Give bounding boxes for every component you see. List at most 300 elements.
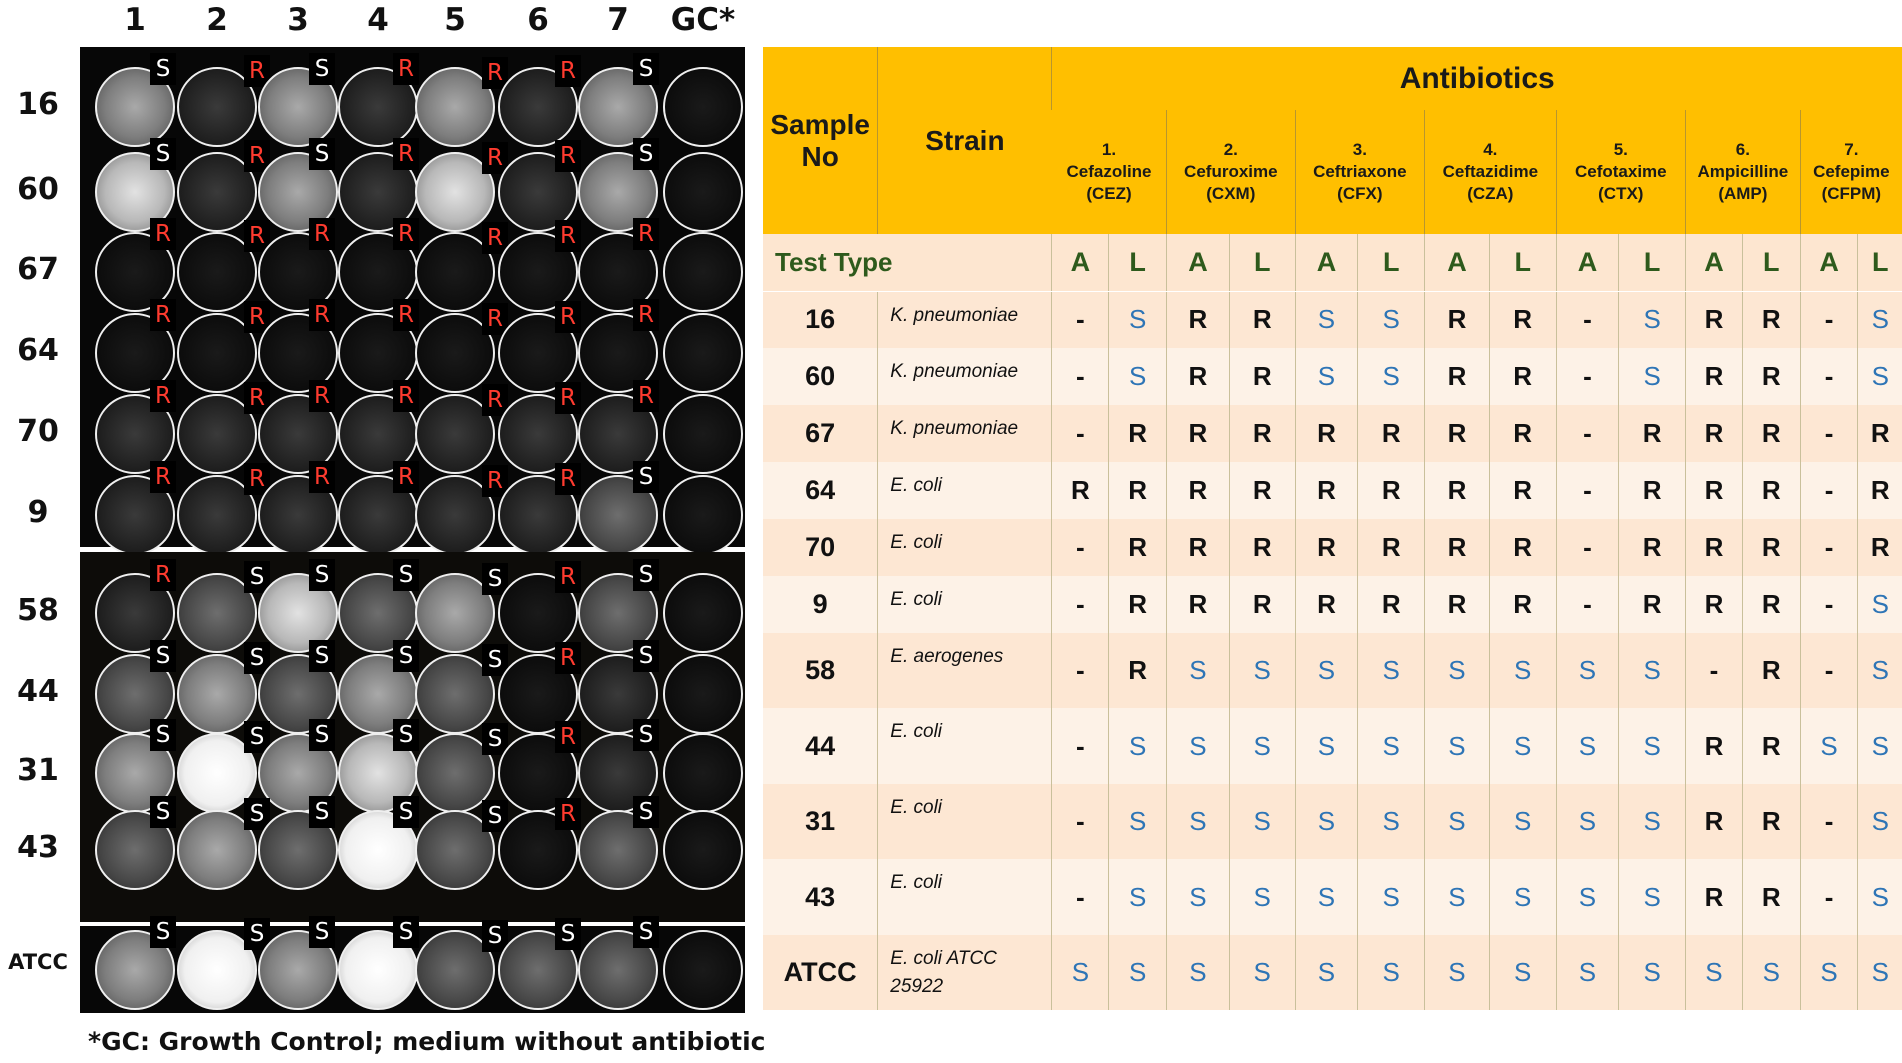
susceptible-tag: S: [393, 719, 419, 751]
plate-well: [663, 313, 743, 393]
antibiotic-abbr: (CEZ): [1086, 184, 1132, 203]
result-cell: R: [1295, 405, 1358, 462]
result-cell: S: [1619, 348, 1686, 405]
susceptible-tag: S: [150, 53, 176, 85]
result-cell: S: [1295, 935, 1358, 1010]
result-cell: S: [1619, 859, 1686, 935]
antibiotic-num: 2.: [1223, 140, 1238, 159]
result-cell: R: [1358, 405, 1425, 462]
susceptible-tag: S: [633, 719, 659, 751]
result-cell: R: [1742, 784, 1800, 859]
resistant-tag: R: [555, 463, 581, 495]
table-row: [763, 708, 1902, 784]
result-cell: -: [1800, 348, 1858, 405]
result-cell: S: [1295, 859, 1358, 935]
result-cell: S: [1358, 291, 1425, 348]
resistant-tag: R: [555, 220, 581, 252]
plate-panel: [80, 552, 745, 922]
result-cell: S: [1229, 859, 1295, 935]
result-cell: S: [1425, 708, 1490, 784]
susceptible-tag: S: [482, 563, 508, 595]
plate-well: [663, 232, 743, 312]
result-cell: S: [1425, 935, 1490, 1010]
result-cell: -: [1800, 291, 1858, 348]
antibiotic-name: Ampicilline: [1697, 162, 1789, 181]
result-cell: R: [1167, 462, 1230, 519]
resistant-tag: R: [555, 642, 581, 674]
result-cell: R: [1686, 576, 1743, 633]
result-cell: S: [1742, 935, 1800, 1010]
susceptible-tag: S: [633, 53, 659, 85]
result-cell: R: [1295, 462, 1358, 519]
results-table: [763, 47, 1902, 1010]
antibiotic-column-header: [1800, 110, 1902, 234]
antibiotic-abbr: (CFX): [1337, 184, 1383, 203]
result-cell: R: [1229, 462, 1295, 519]
resistant-tag: R: [393, 299, 419, 331]
result-cell: R: [1229, 519, 1295, 576]
result-cell: R: [1489, 405, 1556, 462]
column-label: 3: [287, 2, 309, 38]
result-cell: S: [1858, 348, 1902, 405]
result-cell: S: [1358, 935, 1425, 1010]
resistant-tag: R: [150, 380, 176, 412]
susceptible-tag: S: [633, 796, 659, 828]
result-cell: R: [1686, 859, 1743, 935]
result-cell: R: [1489, 462, 1556, 519]
susceptible-tag: S: [309, 719, 335, 751]
result-cell: S: [1489, 859, 1556, 935]
resistant-tag: R: [244, 463, 270, 495]
table-row: [763, 576, 1902, 633]
result-cell: -: [1800, 633, 1858, 708]
result-cell: S: [1229, 708, 1295, 784]
table-row: [763, 935, 1902, 1010]
result-cell: -: [1556, 462, 1619, 519]
result-cell: R: [1742, 633, 1800, 708]
resistant-tag: R: [393, 461, 419, 493]
susceptible-tag: S: [244, 721, 270, 753]
resistant-tag: R: [555, 798, 581, 830]
result-cell: S: [1358, 708, 1425, 784]
sample-no-cell: 67: [763, 405, 878, 462]
result-cell: S: [1295, 291, 1358, 348]
result-cell: S: [1425, 633, 1490, 708]
result-cell: S: [1052, 935, 1109, 1010]
table-row: [763, 291, 1902, 348]
result-cell: S: [1556, 633, 1619, 708]
result-cell: R: [1358, 462, 1425, 519]
susceptible-tag: S: [482, 723, 508, 755]
resistant-tag: R: [393, 53, 419, 85]
susceptible-tag: S: [482, 920, 508, 952]
result-cell: -: [1052, 519, 1109, 576]
result-cell: S: [1167, 633, 1230, 708]
result-cell: S: [1858, 708, 1902, 784]
susceptible-tag: S: [633, 640, 659, 672]
result-cell: R: [1295, 519, 1358, 576]
result-cell: S: [1858, 784, 1902, 859]
result-cell: -: [1800, 859, 1858, 935]
resistant-tag: R: [309, 380, 335, 412]
result-cell: R: [1619, 405, 1686, 462]
result-cell: S: [1858, 291, 1902, 348]
resistant-tag: R: [244, 301, 270, 333]
result-cell: R: [1686, 348, 1743, 405]
result-cell: -: [1556, 519, 1619, 576]
result-cell: R: [1858, 462, 1902, 519]
result-cell: R: [1295, 576, 1358, 633]
susceptible-tag: S: [244, 642, 270, 674]
result-cell: S: [1489, 935, 1556, 1010]
test-type-cell: A: [1167, 234, 1230, 291]
antibiotic-name: Cefuroxime: [1184, 162, 1278, 181]
result-cell: R: [1742, 405, 1800, 462]
result-cell: S: [1109, 784, 1167, 859]
antibiotic-num: 7.: [1844, 140, 1859, 159]
strain-cell: E. coli: [878, 708, 1052, 784]
antibiotic-name: Ceftriaxone: [1313, 162, 1407, 181]
result-cell: S: [1167, 859, 1230, 935]
result-cell: R: [1167, 519, 1230, 576]
test-type-cell: L: [1619, 234, 1686, 291]
resistant-tag: R: [393, 218, 419, 250]
result-cell: -: [1800, 405, 1858, 462]
plate-well: [663, 654, 743, 734]
result-cell: -: [1052, 291, 1109, 348]
antibiotic-abbr: (CFPM): [1821, 184, 1882, 203]
susceptible-tag: S: [309, 916, 335, 948]
result-cell: S: [1295, 348, 1358, 405]
result-cell: R: [1425, 462, 1490, 519]
table-row: [763, 519, 1902, 576]
result-cell: S: [1858, 935, 1902, 1010]
result-cell: R: [1358, 576, 1425, 633]
test-type-cell: A: [1295, 234, 1358, 291]
resistant-tag: R: [482, 222, 508, 254]
result-cell: S: [1109, 935, 1167, 1010]
antibiotic-num: 3.: [1352, 140, 1367, 159]
result-cell: R: [1167, 291, 1230, 348]
result-cell: S: [1358, 859, 1425, 935]
result-cell: S: [1358, 784, 1425, 859]
antibiotic-column-header: [1052, 110, 1167, 234]
result-cell: -: [1052, 348, 1109, 405]
test-type-cell: A: [1800, 234, 1858, 291]
result-cell: S: [1109, 708, 1167, 784]
table-row: [763, 348, 1902, 405]
result-cell: S: [1556, 708, 1619, 784]
result-cell: S: [1109, 859, 1167, 935]
resistant-tag: R: [244, 382, 270, 414]
column-label: 4: [367, 2, 389, 38]
resistant-tag: R: [482, 465, 508, 497]
result-cell: -: [1556, 348, 1619, 405]
strain-cell: E. coli: [878, 462, 1052, 519]
antibiotic-column-header: [1425, 110, 1556, 234]
result-cell: R: [1489, 291, 1556, 348]
result-cell: R: [1686, 462, 1743, 519]
column-label: 1: [124, 2, 146, 38]
result-cell: S: [1109, 348, 1167, 405]
result-cell: R: [1742, 462, 1800, 519]
sample-no-cell: 9: [763, 576, 878, 633]
resistant-tag: R: [150, 299, 176, 331]
susceptible-tag: S: [150, 796, 176, 828]
resistant-tag: R: [633, 380, 659, 412]
susceptible-tag: S: [244, 561, 270, 593]
result-cell: R: [1619, 462, 1686, 519]
result-cell: R: [1425, 576, 1490, 633]
resistant-tag: R: [482, 384, 508, 416]
strain-cell: E. coli ATCC 25922: [878, 935, 1052, 1010]
result-cell: R: [1109, 633, 1167, 708]
result-cell: S: [1489, 708, 1556, 784]
result-cell: R: [1742, 519, 1800, 576]
result-cell: R: [1229, 405, 1295, 462]
result-cell: R: [1109, 405, 1167, 462]
result-cell: -: [1556, 405, 1619, 462]
sample-no-cell: 70: [763, 519, 878, 576]
result-cell: R: [1489, 576, 1556, 633]
result-cell: S: [1556, 935, 1619, 1010]
resistant-tag: R: [482, 303, 508, 335]
result-cell: R: [1686, 405, 1743, 462]
resistant-tag: R: [555, 301, 581, 333]
result-cell: -: [1800, 784, 1858, 859]
column-label: 5: [444, 2, 466, 38]
plate-well: [663, 810, 743, 890]
result-cell: S: [1229, 935, 1295, 1010]
resistant-tag: R: [309, 299, 335, 331]
result-cell: R: [1742, 291, 1800, 348]
sample-row-label: 67: [17, 252, 59, 287]
result-cell: R: [1109, 519, 1167, 576]
test-type-cell: A: [1052, 234, 1109, 291]
result-cell: S: [1556, 859, 1619, 935]
result-cell: S: [1800, 708, 1858, 784]
table-row: [763, 462, 1902, 519]
sample-no-cell: 31: [763, 784, 878, 859]
result-cell: -: [1052, 576, 1109, 633]
result-cell: R: [1052, 462, 1109, 519]
result-cell: S: [1858, 633, 1902, 708]
strain-cell: K. pneumoniae: [878, 405, 1052, 462]
strain-cell: E. aerogenes: [878, 633, 1052, 708]
resistant-tag: R: [150, 461, 176, 493]
plate-well: [663, 930, 743, 1010]
sample-row-label: 64: [17, 333, 59, 368]
susceptible-tag: S: [633, 138, 659, 170]
result-cell: -: [1052, 859, 1109, 935]
result-cell: S: [1619, 291, 1686, 348]
result-cell: -: [1052, 633, 1109, 708]
result-cell: R: [1742, 708, 1800, 784]
susceptible-tag: S: [150, 916, 176, 948]
sample-row-label: 44: [17, 674, 59, 709]
result-cell: S: [1619, 784, 1686, 859]
test-type-cell: A: [1425, 234, 1490, 291]
result-cell: S: [1858, 859, 1902, 935]
antibiotic-column-header: [1295, 110, 1425, 234]
result-cell: R: [1619, 519, 1686, 576]
plate-panel: [80, 919, 745, 1013]
resistant-tag: R: [309, 461, 335, 493]
footnote: *GC: Growth Control; medium without antibiotic: [88, 1027, 766, 1056]
result-cell: -: [1556, 291, 1619, 348]
result-cell: S: [1489, 784, 1556, 859]
result-cell: S: [1229, 633, 1295, 708]
result-cell: -: [1800, 519, 1858, 576]
result-cell: S: [1358, 348, 1425, 405]
result-cell: R: [1742, 576, 1800, 633]
antibiotic-abbr: (CTX): [1598, 184, 1644, 203]
test-type-cell: L: [1109, 234, 1167, 291]
result-cell: S: [1425, 859, 1490, 935]
plate-panel: [80, 47, 745, 547]
table-row: [763, 859, 1902, 935]
result-cell: S: [1167, 935, 1230, 1010]
plate-well: [663, 733, 743, 813]
sample-no-cell: ATCC: [763, 935, 878, 1010]
resistant-tag: R: [309, 218, 335, 250]
susceptible-tag: S: [150, 719, 176, 751]
susceptible-tag: S: [309, 640, 335, 672]
resistant-tag: R: [633, 299, 659, 331]
sample-row-label: 9: [27, 495, 49, 530]
resistant-tag: R: [555, 140, 581, 172]
resistant-tag: R: [150, 559, 176, 591]
result-cell: -: [1556, 576, 1619, 633]
test-type-cell: L: [1489, 234, 1556, 291]
result-cell: R: [1619, 576, 1686, 633]
susceptible-tag: S: [482, 800, 508, 832]
result-cell: R: [1167, 576, 1230, 633]
susceptible-tag: S: [393, 559, 419, 591]
result-cell: S: [1229, 784, 1295, 859]
plate-well: [663, 475, 743, 555]
sample-row-label: 60: [17, 172, 59, 207]
sample-no-header: Sample No: [763, 47, 878, 234]
result-cell: R: [1686, 519, 1743, 576]
resistant-tag: R: [244, 55, 270, 87]
resistant-tag: R: [393, 380, 419, 412]
column-label: 7: [607, 2, 629, 38]
result-cell: -: [1052, 405, 1109, 462]
result-cell: S: [1858, 576, 1902, 633]
result-cell: -: [1800, 462, 1858, 519]
result-cell: R: [1425, 405, 1490, 462]
strain-cell: E. coli: [878, 859, 1052, 935]
plate-well: [663, 152, 743, 232]
result-cell: R: [1425, 519, 1490, 576]
susceptible-tag: S: [633, 461, 659, 493]
result-cell: R: [1742, 348, 1800, 405]
table-row: [763, 633, 1902, 708]
antibiotic-num: 1.: [1101, 140, 1117, 159]
table-row: [763, 784, 1902, 859]
sample-no-cell: 58: [763, 633, 878, 708]
result-cell: S: [1619, 935, 1686, 1010]
resistant-tag: R: [633, 218, 659, 250]
antibiotic-num: 5.: [1613, 140, 1628, 159]
antibiotic-abbr: (CZA): [1467, 184, 1514, 203]
sample-row-label: 16: [17, 87, 59, 122]
column-label: GC*: [670, 2, 736, 38]
result-cell: S: [1489, 633, 1556, 708]
antibiotic-abbr: (AMP): [1718, 184, 1768, 203]
susceptible-tag: S: [309, 53, 335, 85]
test-type-cell: A: [1556, 234, 1619, 291]
resistant-tag: R: [150, 218, 176, 250]
result-cell: R: [1229, 291, 1295, 348]
sample-row-label: 70: [17, 414, 59, 449]
resistant-tag: R: [555, 721, 581, 753]
plate-well: [663, 573, 743, 653]
result-cell: S: [1295, 784, 1358, 859]
result-cell: S: [1167, 708, 1230, 784]
susceptible-tag: S: [393, 796, 419, 828]
strain-cell: E. coli: [878, 576, 1052, 633]
result-cell: R: [1489, 519, 1556, 576]
antibiotic-column-header: [1167, 110, 1296, 234]
susceptible-tag: S: [150, 640, 176, 672]
antibiotic-num: 4.: [1483, 140, 1498, 159]
susceptible-tag: S: [633, 916, 659, 948]
strain-cell: K. pneumoniae: [878, 348, 1052, 405]
antibiotic-column-header: [1556, 110, 1685, 234]
plate-well: [663, 67, 743, 147]
resistant-tag: R: [555, 561, 581, 593]
antibiotic-column-header: [1686, 110, 1801, 234]
strain-cell: E. coli: [878, 519, 1052, 576]
sample-row-label: 43: [17, 830, 59, 865]
result-cell: S: [1295, 708, 1358, 784]
result-cell: R: [1229, 576, 1295, 633]
column-label: 6: [527, 2, 549, 38]
susceptible-tag: S: [244, 918, 270, 950]
susceptible-tag: S: [555, 918, 581, 950]
sample-row-label: ATCC: [8, 950, 68, 974]
result-cell: R: [1742, 859, 1800, 935]
result-cell: R: [1229, 348, 1295, 405]
result-cell: R: [1109, 462, 1167, 519]
result-cell: R: [1858, 405, 1902, 462]
strain-cell: K. pneumoniae: [878, 291, 1052, 348]
resistant-tag: R: [393, 138, 419, 170]
test-type-label: Test Type: [763, 234, 1052, 291]
resistant-tag: R: [244, 220, 270, 252]
susceptible-tag: S: [309, 138, 335, 170]
result-cell: R: [1425, 291, 1490, 348]
result-cell: S: [1109, 291, 1167, 348]
result-cell: R: [1489, 348, 1556, 405]
susceptible-tag: S: [393, 640, 419, 672]
result-cell: R: [1858, 519, 1902, 576]
test-type-cell: L: [1358, 234, 1425, 291]
susceptible-tag: S: [244, 798, 270, 830]
test-type-cell: L: [1858, 234, 1902, 291]
susceptible-tag: S: [150, 138, 176, 170]
susceptible-tag: S: [482, 644, 508, 676]
result-cell: S: [1358, 633, 1425, 708]
result-cell: R: [1686, 291, 1743, 348]
sample-row-label: 58: [17, 593, 59, 628]
result-cell: S: [1425, 784, 1490, 859]
sample-no-cell: 60: [763, 348, 878, 405]
test-type-cell: L: [1229, 234, 1295, 291]
susceptible-tag: S: [309, 559, 335, 591]
